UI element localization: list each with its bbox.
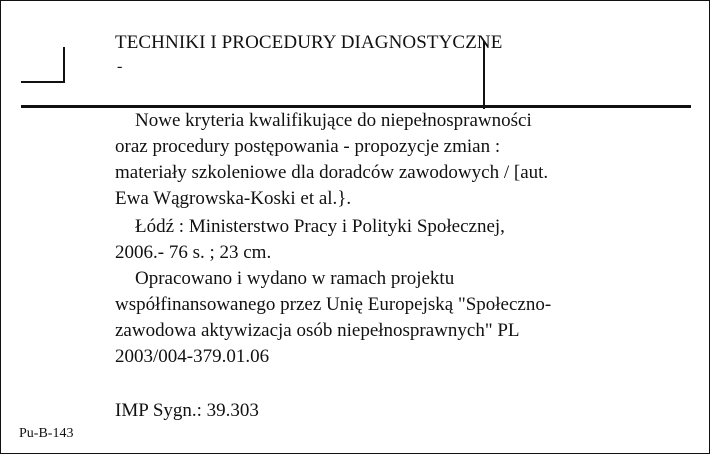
- corner-bracket-vertical: [63, 47, 65, 83]
- description-line: oraz procedury postępowania - propozycje zmian :: [115, 136, 501, 157]
- subject-heading-subdivision: -: [117, 58, 123, 75]
- description-line: materiały szkoleniowe dla doradców zawodowych / [aut.: [115, 162, 549, 183]
- card-id: Pu-B-143: [19, 426, 74, 441]
- subject-heading: TECHNIKI I PROCEDURY DIAGNOSTYCZNE: [115, 32, 503, 53]
- shelfmark: IMP Sygn.: 39.303: [115, 400, 259, 421]
- imprint-line: Łódź : Ministerstwo Pracy i Polityki Społecznej,: [135, 216, 505, 237]
- note-line: współfinansowanego przez Unię Europejską "Społeczno-: [115, 294, 552, 315]
- header-rule: [21, 105, 691, 108]
- note-line: Opracowano i wydano w ramach projektu: [135, 268, 455, 289]
- imprint-line: 2006.- 76 s. ; 23 cm.: [115, 242, 272, 263]
- note-line: 2003/004-379.01.06: [115, 346, 270, 367]
- corner-bracket-horizontal: [21, 81, 65, 83]
- description-line: Ewa Wągrowska-Koski et al.}.: [115, 188, 352, 209]
- description-line: Nowe kryteria kwalifikujące do niepełnosprawności: [135, 110, 532, 131]
- note-line: zawodowa aktywizacja osób niepełnosprawnych" PL: [115, 320, 520, 341]
